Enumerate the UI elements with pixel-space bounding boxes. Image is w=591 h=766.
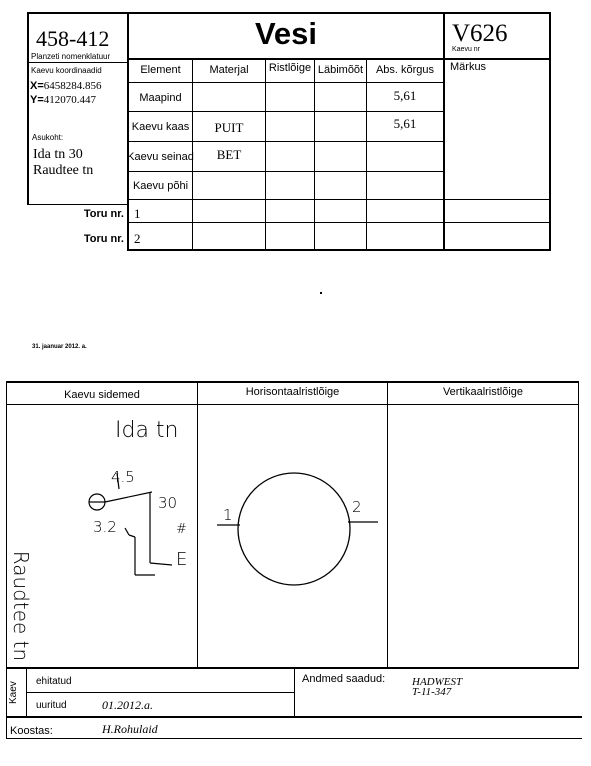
data-from-value-2: T-11-347	[412, 686, 452, 698]
well-cross-section-icon	[238, 473, 350, 585]
frame-line	[127, 58, 551, 60]
dimension-b: 3.2	[93, 518, 117, 536]
date-note: 31. jaanuar 2012. a.	[32, 344, 87, 350]
section-mark-1: 1	[223, 506, 233, 524]
street-label-1: Ida tn	[115, 418, 179, 443]
row-material: BET	[216, 147, 242, 162]
row-element: Kaevu seinad	[127, 151, 194, 163]
row-material: PUIT	[214, 120, 244, 135]
coords-label: Kaevu koordinaadid	[31, 66, 102, 75]
frame-line	[127, 141, 445, 142]
data-from-label: Andmed saadud:	[302, 673, 386, 685]
row-element: Kaevu kaas	[131, 121, 190, 133]
card-title: Vesi	[254, 16, 318, 51]
data-from-value-1: HADWEST	[412, 676, 463, 688]
frame-line	[6, 667, 579, 669]
sketch-mark-2: E	[176, 549, 188, 570]
row-abs-height: 5,61	[393, 88, 417, 103]
row-element: Maapind	[139, 92, 182, 104]
frame-line	[127, 171, 445, 172]
col-header-materjal: Materjal	[209, 64, 249, 76]
well-number-label: Kaevu nr	[452, 46, 481, 53]
plan-code: 458-412	[36, 26, 110, 51]
frame-line	[127, 111, 445, 112]
section-mark-2: 2	[352, 498, 362, 516]
location-line-1: Ida tn 30	[33, 147, 83, 162]
frame-line	[6, 738, 582, 739]
author-value: H.Rohulaid	[102, 722, 158, 736]
sketch-line	[129, 535, 135, 537]
scan-dot	[320, 292, 322, 294]
dimension-c: 30	[158, 494, 178, 512]
surveyed-label: uuritud	[36, 700, 67, 711]
frame-line	[27, 12, 29, 205]
surveyed-value: 01.2012.a.	[102, 698, 153, 712]
kaev-label: Kaev	[8, 681, 19, 704]
connections-sketch	[7, 405, 197, 667]
author-label: Koostas:	[10, 725, 53, 737]
pipe-label: Toru nr.	[83, 208, 124, 220]
frame-line	[127, 82, 445, 83]
row-abs-height: 5,61	[393, 116, 417, 131]
street-label-2: Raudtee tn	[9, 550, 34, 662]
frame-line	[578, 381, 579, 668]
section-header-horizontal: Horisontaalristlõige	[245, 386, 340, 398]
frame-line	[26, 692, 295, 693]
frame-line	[127, 249, 551, 251]
location-line-2: Raudtee tn	[33, 163, 94, 178]
col-header-element: Element	[140, 64, 181, 76]
dimension-a: 4.5	[111, 468, 135, 486]
section-header-connections: Kaevu sidemed	[64, 389, 140, 401]
frame-line	[127, 222, 551, 223]
well-number: V626	[452, 20, 508, 47]
frame-line	[27, 12, 551, 14]
col-header-ristloige: Ristlõige	[268, 62, 312, 74]
frame-line	[27, 204, 129, 205]
pipe-number: 2	[134, 231, 141, 246]
built-label: ehitatud	[36, 676, 72, 687]
col-header-markus: Märkus	[450, 61, 487, 73]
frame-line	[127, 199, 551, 200]
col-header-abs-korgus: Abs. kõrgus	[375, 64, 435, 76]
x-coordinate: X=6458284.856	[30, 80, 102, 92]
location-label: Asukoht:	[32, 133, 64, 142]
frame-line	[387, 381, 388, 668]
frame-line	[6, 716, 582, 718]
sketch-mark-1: #	[176, 522, 187, 537]
horizontal-section-drawing	[198, 405, 387, 667]
frame-line	[6, 381, 579, 383]
frame-line	[294, 667, 295, 718]
frame-line	[443, 12, 445, 250]
pipe-number: 1	[134, 206, 141, 221]
row-element: Kaevu põhi	[132, 180, 189, 192]
sketch-line	[125, 528, 129, 535]
frame-line	[27, 62, 129, 63]
sketch-line	[105, 492, 152, 502]
col-header-labimoot: Läbimõõt	[317, 64, 364, 76]
y-coordinate: Y=412070.447	[30, 94, 97, 106]
sketch-line	[150, 563, 172, 565]
section-header-vertical: Vertikaalristlõige	[442, 386, 524, 398]
pipe-label: Toru nr.	[83, 233, 124, 245]
planzett-label: Planzeti nomenklatuur	[31, 52, 111, 61]
frame-line	[549, 12, 551, 250]
